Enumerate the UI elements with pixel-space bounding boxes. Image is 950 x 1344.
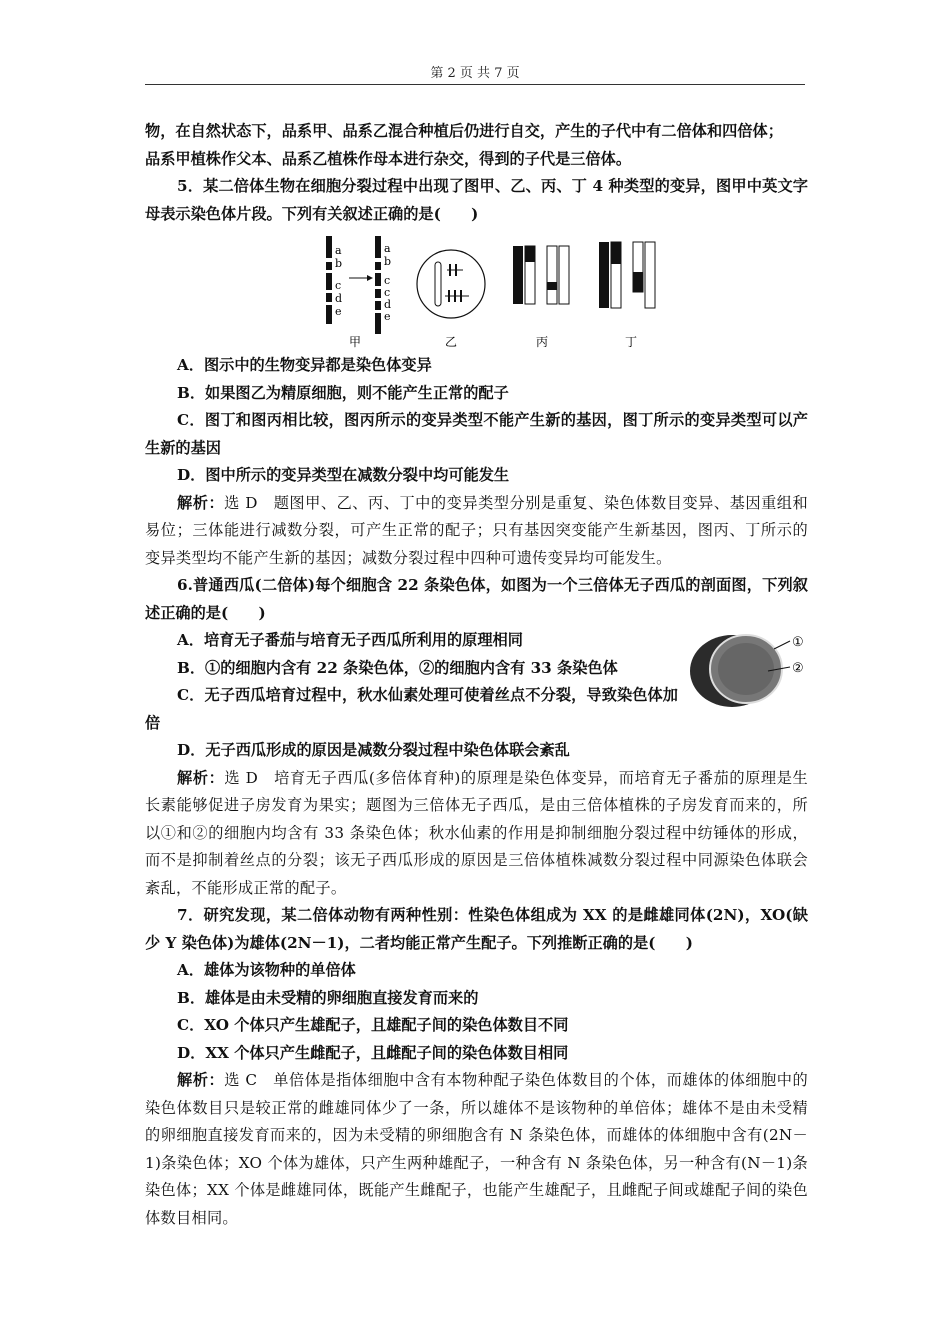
caption-ding: 丁 bbox=[625, 335, 638, 348]
figure-ding bbox=[599, 242, 655, 348]
intro-line-1: 物，在自然状态下，品系甲、品系乙混合种植后仍进行自交，产生的子代中有二倍体和四倍体； bbox=[145, 122, 783, 140]
figure-yi bbox=[417, 250, 485, 348]
figure-jia bbox=[326, 236, 391, 348]
caption-jia: 甲 bbox=[349, 335, 362, 348]
q6-option-c: C．无子西瓜培育过程中，秋水仙素处理可使着丝点不分裂，导致染色体加倍 bbox=[145, 686, 678, 732]
chromosome-variation-figure bbox=[145, 232, 808, 348]
q5-option-d: D．图中所示的变异类型在减数分裂中均可能发生 bbox=[177, 466, 510, 484]
figure-6 bbox=[688, 627, 818, 709]
figure-5 bbox=[145, 232, 808, 348]
caption-yi: 乙 bbox=[445, 335, 458, 348]
q5-option-b: B．如果图乙为精原细胞，则不能产生正常的配子 bbox=[177, 383, 509, 402]
document-body bbox=[145, 118, 808, 1232]
q6-stem: 6.普通西瓜(二倍体)每个细胞含 22 条染色体，如图为一个三倍体无子西瓜的剖面图，下列叙述正确的是( ) bbox=[145, 576, 808, 622]
q6-option-a: A．培育无子番茄与培育无子西瓜所利用的原理相同 bbox=[177, 631, 523, 649]
intro-line-2: 品系甲植株作父本、品系乙植株作母本进行杂交，得到的子代是三倍体。 bbox=[145, 149, 631, 168]
q5-stem: 5．某二倍体生物在细胞分裂过程中出现了图甲、乙、丙、丁 4 种类型的变异，图甲中英文字母表示染色体片段。下列有关叙述正确的是( ) bbox=[145, 177, 808, 223]
caption-bing: 丙 bbox=[536, 335, 549, 348]
segment-d-right: d bbox=[384, 298, 392, 311]
q5-explanation bbox=[145, 490, 808, 573]
segment-b-right: b bbox=[384, 255, 392, 268]
q5-explanation-label: 解析： bbox=[177, 493, 225, 512]
q6-explanation-text: 选 D 培育无子西瓜(多倍体育种)的原理是染色体变异，而培育无子番茄的原理是生长素能够促进子房发育为果实；题图为三倍体无子西瓜，是由三倍体植株的子房发育而来的，所以①和②的细胞内均含有 33 条染色体；秋水仙素的作用是抑制细胞分裂过程中纺锤体的形成，而不是抑制着丝点的分裂；该无子西瓜形成的原因是三倍体植株减数分裂过程中同源染色体联会紊乱，不能形成正常的配子。 bbox=[145, 768, 808, 897]
watermelon-core bbox=[718, 643, 774, 695]
figure-bing bbox=[513, 246, 569, 348]
watermelon-cross-section-figure bbox=[688, 627, 818, 709]
header-rule bbox=[145, 84, 805, 85]
q5-option-a: A．图示中的生物变异都是染色体变异 bbox=[177, 356, 432, 374]
q7-option-a: A．雄体为该物种的单倍体 bbox=[177, 961, 356, 979]
segment-b-left: b bbox=[335, 257, 343, 270]
q6-explanation-label: 解析： bbox=[177, 768, 225, 787]
q7-explanation bbox=[145, 1067, 808, 1232]
q7-option-d: D．XX 个体只产生雌配子，且雌配子间的染色体数目相同 bbox=[177, 1043, 569, 1062]
segment-c2-right: c bbox=[384, 286, 391, 299]
q6-option-d: D．无子西瓜形成的原因是减数分裂过程中染色体联会紊乱 bbox=[177, 741, 570, 759]
segment-c1-right: c bbox=[384, 274, 391, 287]
marker-2: ② bbox=[792, 661, 804, 676]
q7-explanation-text: 选 C 单倍体是指体细胞中含有本物种配子染色体数目的个体，而雄体的体细胞中的染色体数目只是较正常的雌雄同体少了一条，所以雄体不是该物种的单倍体；雄体不是由未受精的卵细胞直接发育而来的，因为未受精的卵细胞含有 N 条染色体，而雄体的体细胞中含有(2N－1)条染色体；XO 个体为雄体，只产生两种雄配子，一种含有 N 条染色体，另一种含有(N－1)条染色体；XX 个体是雌雄同体，既能产生雌配子，也能产生雄配子，且雌配子间或雄配子间的染色体数目相同。 bbox=[145, 1071, 808, 1227]
q7-option-c: C．XO 个体只产生雄配子，且雄配子间的染色体数目不同 bbox=[177, 1016, 569, 1034]
segment-e-right: e bbox=[384, 310, 391, 323]
q5-option-c: C．图丁和图丙相比较，图丙所示的变异类型不能产生新的基因，图丁所示的变异类型可以产生新的基因 bbox=[145, 411, 808, 457]
page-header: 第 2 页 共 7 页 bbox=[430, 66, 520, 81]
segment-a-left: a bbox=[335, 244, 342, 257]
q7-explanation-label: 解析： bbox=[177, 1071, 225, 1089]
q6-option-b: B．①的细胞内含有 22 条染色体，②的细胞内含有 33 条染色体 bbox=[177, 658, 618, 677]
segment-e-left: e bbox=[335, 305, 342, 318]
q7-stem: 7．研究发现，某二倍体动物有两种性别：性染色体组成为 XX 的是雌雄同体(2N)，XO(缺少 Y 染色体)为雄体(2N－1)，二者均能正常产生配子。下列推断正确的是( ) bbox=[145, 906, 808, 952]
q7-option-b: B．雄体是由未受精的卵细胞直接发育而来的 bbox=[177, 988, 479, 1007]
segment-a-right: a bbox=[384, 242, 391, 255]
q5-explanation-text: 选 D 题图甲、乙、丙、丁中的变异类型分别是重复、染色体数目变异、基因重组和易位；三体能进行减数分裂，可产生正常的配子；只有基因突变能产生新基因，图丙、丁所示的变异类型均不能产生新的基因；减数分裂过程中四种可遗传变异均可能发生。 bbox=[145, 493, 808, 567]
marker-1: ① bbox=[792, 635, 804, 650]
segment-d-left: d bbox=[335, 292, 343, 305]
q6-explanation bbox=[145, 765, 808, 903]
segment-c-left: c bbox=[335, 279, 342, 292]
q6-options-block bbox=[145, 627, 808, 765]
